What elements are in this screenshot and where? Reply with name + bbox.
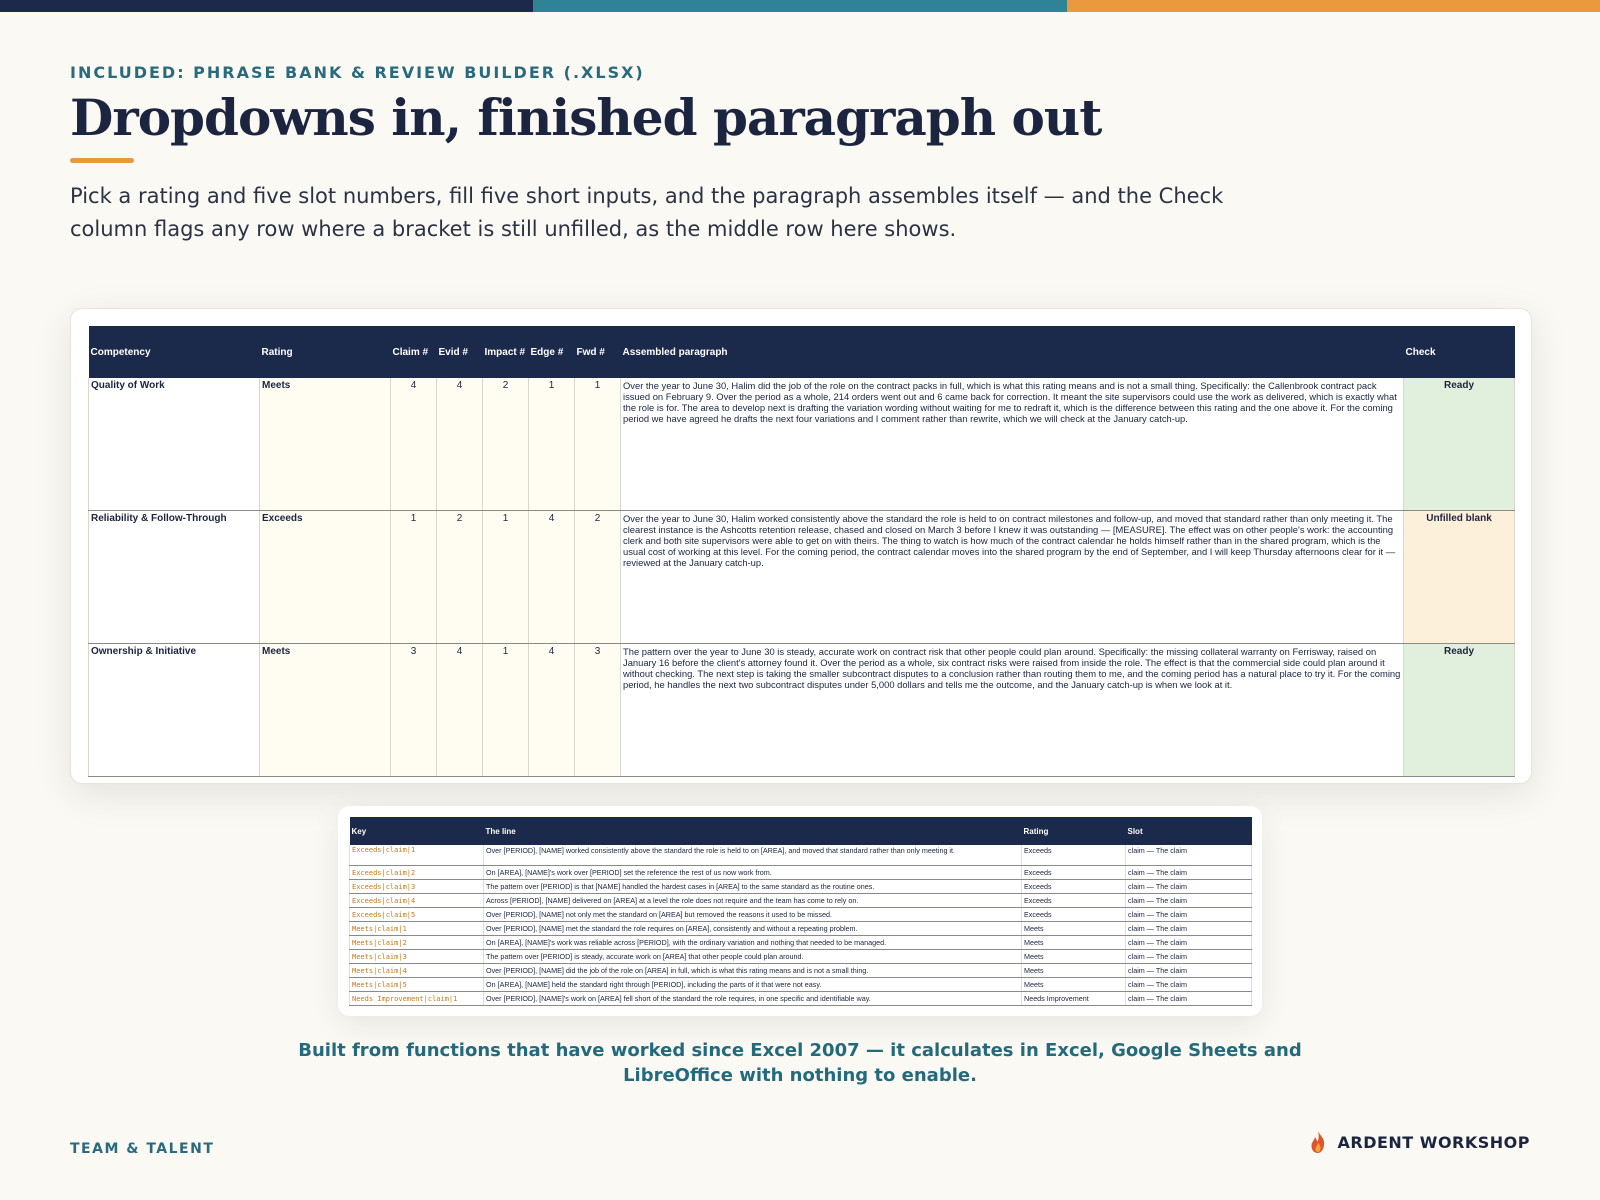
cell-key[interactable]: Meets|claim|5 — [350, 978, 484, 992]
cell-competency[interactable]: Ownership & Initiative — [89, 644, 260, 777]
cell-line[interactable]: The pattern over [PERIOD] is that [NAME] handled the hardest cases in [AREA] to the same standard as the routine ones. — [484, 880, 1022, 894]
cell-slot[interactable]: claim — The claim — [1126, 908, 1252, 922]
cell-key[interactable]: Exceeds|claim|2 — [350, 866, 484, 880]
flame-icon — [1306, 1130, 1330, 1154]
review-builder-sheet — [88, 326, 1515, 777]
cell-slot[interactable]: claim — The claim — [1126, 978, 1252, 992]
header-line: The line — [484, 817, 1022, 845]
accent-segment-orange — [1067, 0, 1600, 12]
cell-rating[interactable]: Meets — [1022, 936, 1126, 950]
header-paragraph: Assembled paragraph — [621, 326, 1404, 378]
table-row — [350, 936, 1252, 950]
table-row — [350, 964, 1252, 978]
title-underline — [70, 158, 134, 163]
table-row — [89, 378, 1515, 511]
cell-line[interactable]: On [AREA], [NAME] held the standard right through [PERIOD], including the parts of it that were not easy. — [484, 978, 1022, 992]
cell-fwd[interactable]: 1 — [575, 378, 621, 511]
page-title: Dropdowns in, finished paragraph out — [70, 88, 1102, 147]
cell-fwd[interactable]: 3 — [575, 644, 621, 777]
table-row — [350, 894, 1252, 908]
table-row — [89, 511, 1515, 644]
cell-slot[interactable]: claim — The claim — [1126, 936, 1252, 950]
cell-rating[interactable]: Meets — [260, 378, 391, 511]
cell-edge[interactable]: 4 — [529, 511, 575, 644]
cell-impact[interactable]: 1 — [483, 644, 529, 777]
cell-rating[interactable]: Exceeds — [1022, 866, 1126, 880]
cell-line[interactable]: Over [PERIOD], [NAME] worked consistently above the standard the role is held to on [AREA], and moved that standard rather than only meeting it. — [484, 845, 1022, 866]
cell-competency[interactable]: Quality of Work — [89, 378, 260, 511]
cell-rating[interactable]: Meets — [1022, 922, 1126, 936]
cell-slot[interactable]: claim — The claim — [1126, 894, 1252, 908]
cell-assembled-paragraph[interactable]: Over the year to June 30, Halim worked consistently above the standard the role is held to on contract milestones and follow-up, and moved that standard rather than only meeting it. The clearest instance is the Ashcotts retention release, chased and closed on March 3 before I knew it was outstanding — [MEASURE]. The effect was on other people's work: the accounting clerk and both site supervisors were able to get on with theirs. The thing to watch is how much of the contract calendar he holds himself rather than in the shared program, which is the usual cost of working at this level. For the coming period, the contract calendar moves into the shared program by the end of September, and I will keep Thursday afternoons clear for it — reviewed at the January catch-up. — [621, 511, 1404, 644]
cell-competency[interactable]: Reliability & Follow-Through — [89, 511, 260, 644]
cell-line[interactable]: On [AREA], [NAME]'s work was reliable across [PERIOD], with the ordinary variation and nothing that needed to be managed. — [484, 936, 1022, 950]
phrase-bank-card — [338, 806, 1262, 1016]
cell-rating[interactable]: Meets — [1022, 950, 1126, 964]
review-builder-card — [70, 308, 1532, 784]
header-fwd: Fwd # — [575, 326, 621, 378]
cell-key[interactable]: Needs Improvement|claim|1 — [350, 992, 484, 1006]
table-row — [350, 845, 1252, 866]
table-row — [350, 950, 1252, 964]
cell-check-status: Ready — [1404, 378, 1515, 511]
cell-claim[interactable]: 1 — [391, 511, 437, 644]
cell-evid[interactable]: 4 — [437, 378, 483, 511]
cell-rating[interactable]: Meets — [1022, 964, 1126, 978]
header-evid: Evid # — [437, 326, 483, 378]
phrase-bank-header-row — [350, 817, 1252, 845]
cell-key[interactable]: Exceeds|claim|5 — [350, 908, 484, 922]
table-row — [350, 922, 1252, 936]
cell-line[interactable]: Over [PERIOD], [NAME] met the standard the role requires on [AREA], consistently and without a repeating problem. — [484, 922, 1022, 936]
table-row — [350, 978, 1252, 992]
cell-rating[interactable]: Exceeds — [260, 511, 391, 644]
cell-impact[interactable]: 1 — [483, 511, 529, 644]
cell-claim[interactable]: 3 — [391, 644, 437, 777]
accent-segment-teal — [533, 0, 1066, 12]
cell-fwd[interactable]: 2 — [575, 511, 621, 644]
cell-rating[interactable]: Exceeds — [1022, 908, 1126, 922]
footer-section-label: TEAM & TALENT — [70, 1141, 215, 1157]
cell-rating[interactable]: Meets — [260, 644, 391, 777]
cell-line[interactable]: Over [PERIOD], [NAME] did the job of the role on [AREA] in full, which is what this rating means and is not a small thing. — [484, 964, 1022, 978]
brand-logo[interactable] — [1306, 1130, 1531, 1154]
brand-name: ARDENT WORKSHOP — [1337, 1132, 1530, 1152]
header-key: Key — [350, 817, 484, 845]
cell-rating[interactable]: Exceeds — [1022, 845, 1126, 866]
cell-rating[interactable]: Meets — [1022, 978, 1126, 992]
header-claim: Claim # — [391, 326, 437, 378]
cell-evid[interactable]: 2 — [437, 511, 483, 644]
eyebrow-label: INCLUDED: PHRASE BANK & REVIEW BUILDER (.XLSX) — [70, 63, 645, 82]
header-rating: Rating — [1022, 817, 1126, 845]
table-row — [350, 866, 1252, 880]
cell-slot[interactable]: claim — The claim — [1126, 992, 1252, 1006]
accent-segment-navy — [0, 0, 533, 12]
cell-line[interactable]: On [AREA], [NAME]'s work over [PERIOD] set the reference the rest of us now work from. — [484, 866, 1022, 880]
cell-key[interactable]: Exceeds|claim|3 — [350, 880, 484, 894]
cell-rating[interactable]: Exceeds — [1022, 894, 1126, 908]
cell-key[interactable]: Meets|claim|3 — [350, 950, 484, 964]
cell-key[interactable]: Exceeds|claim|1 — [350, 845, 484, 866]
cell-line[interactable]: Across [PERIOD], [NAME] delivered on [AREA] at a level the role does not require and the team has come to rely on. — [484, 894, 1022, 908]
header-edge: Edge # — [529, 326, 575, 378]
cell-slot[interactable]: claim — The claim — [1126, 866, 1252, 880]
cell-rating[interactable]: Exceeds — [1022, 880, 1126, 894]
header-slot: Slot — [1126, 817, 1252, 845]
header-rating: Rating — [260, 326, 391, 378]
phrase-bank-sheet — [349, 817, 1252, 1006]
cell-evid[interactable]: 4 — [437, 644, 483, 777]
cell-rating[interactable]: Needs Improvement — [1022, 992, 1126, 1006]
cell-slot[interactable]: claim — The claim — [1126, 845, 1252, 866]
cell-check-status: Unfilled blank — [1404, 511, 1515, 644]
cell-key[interactable]: Meets|claim|4 — [350, 964, 484, 978]
table-row — [350, 880, 1252, 894]
cell-claim[interactable]: 4 — [391, 378, 437, 511]
cell-line[interactable]: The pattern over [PERIOD] is steady, accurate work on [AREA] that other people could plan around. — [484, 950, 1022, 964]
top-accent-bar — [0, 0, 1600, 12]
cell-slot[interactable]: claim — The claim — [1126, 950, 1252, 964]
cell-slot[interactable]: claim — The claim — [1126, 922, 1252, 936]
table-row — [89, 644, 1515, 777]
cell-edge[interactable]: 1 — [529, 378, 575, 511]
cell-key[interactable]: Meets|claim|1 — [350, 922, 484, 936]
cell-assembled-paragraph[interactable]: The pattern over the year to June 30 is steady, accurate work on contract risk that other people could plan around. Specifically: the missing collateral warranty on Ferrisway, raised on January 16 before the client's attorney found it. Over the period as a whole, six contract risks were raised from inside the role. The effect is that the commercial side could plan around it without checking. The next step is taking the smaller subcontract disputes to a conclusion rather than routing them to me, and the coming period has a natural place to try it. For the coming period, he handles the next two subcontract disputes under 5,000 dollars and tells me the outcome, and the January catch-up is when we look at it. — [621, 644, 1404, 777]
header-impact: Impact # — [483, 326, 529, 378]
table-row — [350, 992, 1252, 1006]
cell-slot[interactable]: claim — The claim — [1126, 964, 1252, 978]
header-competency: Competency — [89, 326, 260, 378]
cell-impact[interactable]: 2 — [483, 378, 529, 511]
cell-key[interactable]: Exceeds|claim|4 — [350, 894, 484, 908]
header-check: Check — [1404, 326, 1515, 378]
cell-slot[interactable]: claim — The claim — [1126, 880, 1252, 894]
cell-line[interactable]: Over [PERIOD], [NAME] not only met the standard on [AREA] but removed the reasons it used to be missed. — [484, 908, 1022, 922]
cell-key[interactable]: Meets|claim|2 — [350, 936, 484, 950]
cell-line[interactable]: Over [PERIOD], [NAME]'s work on [AREA] fell short of the standard the role requires, in one specific and identifiable way. — [484, 992, 1022, 1006]
review-header-row — [89, 326, 1515, 378]
lead-paragraph: Pick a rating and five slot numbers, fill five short inputs, and the paragraph assembles itself — and the Check column flags any row where a bracket is still unfilled, as the middle row here shows. — [70, 184, 1224, 241]
cell-edge[interactable]: 4 — [529, 644, 575, 777]
table-row — [350, 908, 1252, 922]
cell-assembled-paragraph[interactable]: Over the year to June 30, Halim did the job of the role on the contract packs in full, which is what this rating means and is not a small thing. Specifically: the Callenbrook contract pack issued on February 9. Over the period as a whole, 214 orders went out and 6 came back for correction. It meant the site supervisors could use the work as delivered, which is exactly what the role is for. The area to develop next is drafting the variation wording without waiting for me to redraft it, which is the difference between this rating and the one above it. For the coming period we have agreed he drafts the next four variations and I comment rather than rewrite, which we will check at the January catch-up. — [621, 378, 1404, 511]
footnote: Built from functions that have worked since Excel 2007 — it calculates in Excel, Google Sheets and LibreOffice with nothing to enable. — [298, 1040, 1302, 1086]
cell-check-status: Ready — [1404, 644, 1515, 777]
